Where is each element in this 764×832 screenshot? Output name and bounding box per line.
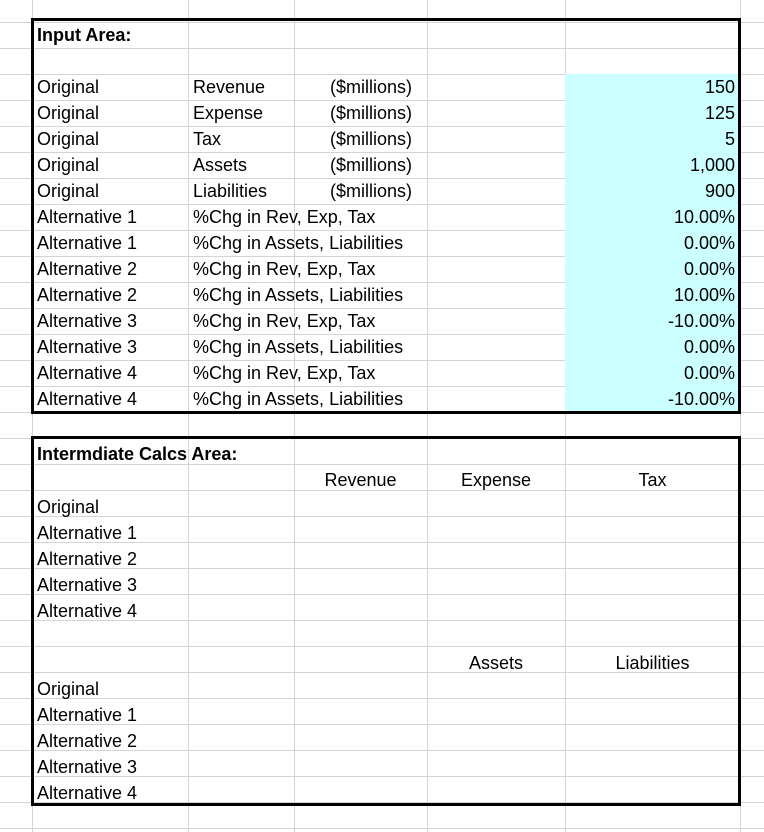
input-row-scenario[interactable]: Alternative 1 [37, 233, 138, 253]
input-row-scenario[interactable]: Original [37, 103, 100, 123]
input-row-scenario[interactable]: Original [37, 181, 100, 201]
input-row-unit[interactable]: ($millions) [330, 129, 413, 149]
input-row-item[interactable]: %Chg in Rev, Exp, Tax [193, 363, 376, 383]
input-row-item[interactable]: %Chg in Rev, Exp, Tax [193, 207, 376, 227]
input-row-item[interactable]: %Chg in Assets, Liabilities [193, 337, 404, 357]
input-value-cell[interactable]: 0.00% [683, 337, 735, 357]
input-row-scenario[interactable]: Original [37, 155, 100, 175]
input-value-cell[interactable]: 10.00% [673, 285, 735, 305]
input-row-item[interactable]: Liabilities [193, 181, 268, 201]
input-row-item[interactable]: %Chg in Assets, Liabilities [193, 285, 404, 305]
calc-row-scenario[interactable]: Alternative 3 [37, 575, 138, 595]
calc-row-scenario[interactable]: Alternative 4 [37, 783, 138, 803]
column-header-liabilities[interactable]: Liabilities [615, 653, 690, 673]
column-header-assets[interactable]: Assets [468, 653, 524, 673]
input-row-item[interactable]: Expense [193, 103, 264, 123]
input-value-cell[interactable]: -10.00% [667, 389, 735, 409]
input-row-scenario[interactable]: Original [37, 129, 100, 149]
input-value-cell[interactable]: 0.00% [683, 233, 735, 253]
calc-row-scenario[interactable]: Alternative 2 [37, 549, 138, 569]
input-row-scenario[interactable]: Alternative 2 [37, 259, 138, 279]
input-row-scenario[interactable]: Alternative 4 [37, 363, 138, 383]
calc-row-scenario[interactable]: Alternative 1 [37, 523, 138, 543]
input-row-unit[interactable]: ($millions) [330, 181, 413, 201]
input-row-scenario[interactable]: Alternative 3 [37, 337, 138, 357]
input-value-cell[interactable]: 0.00% [683, 259, 735, 279]
input-area-title: Input Area: [37, 25, 132, 45]
input-row-scenario[interactable]: Alternative 1 [37, 207, 138, 227]
calc-row-scenario[interactable]: Original [37, 679, 100, 699]
calc-row-scenario[interactable]: Alternative 3 [37, 757, 138, 777]
input-row-item[interactable]: %Chg in Assets, Liabilities [193, 389, 404, 409]
column-header-expense[interactable]: Expense [460, 470, 532, 490]
input-value-cell[interactable]: 125 [704, 103, 735, 123]
input-value-cell[interactable]: 5 [724, 129, 735, 149]
input-row-scenario[interactable]: Alternative 3 [37, 311, 138, 331]
input-value-cell[interactable]: 150 [704, 77, 735, 97]
input-row-item[interactable]: %Chg in Rev, Exp, Tax [193, 259, 376, 279]
calc-row-scenario[interactable]: Alternative 4 [37, 601, 138, 621]
input-row-unit[interactable]: ($millions) [330, 155, 413, 175]
column-header-tax[interactable]: Tax [638, 470, 667, 490]
input-value-cell[interactable]: 900 [704, 181, 735, 201]
calc-row-scenario[interactable]: Alternative 2 [37, 731, 138, 751]
input-value-cell[interactable]: 1,000 [689, 155, 735, 175]
column-header-revenue[interactable]: Revenue [324, 470, 397, 490]
input-value-cell[interactable]: 0.00% [683, 363, 735, 383]
input-row-item[interactable]: Tax [193, 129, 222, 149]
input-value-cell[interactable]: 10.00% [673, 207, 735, 227]
input-row-scenario[interactable]: Alternative 4 [37, 389, 138, 409]
input-row-item[interactable]: Assets [193, 155, 248, 175]
input-row-item[interactable]: Revenue [193, 77, 266, 97]
input-row-scenario[interactable]: Alternative 2 [37, 285, 138, 305]
input-row-scenario[interactable]: Original [37, 77, 100, 97]
calc-row-scenario[interactable]: Original [37, 497, 100, 517]
input-row-unit[interactable]: ($millions) [330, 103, 413, 123]
calc-row-scenario[interactable]: Alternative 1 [37, 705, 138, 725]
input-row-item[interactable]: %Chg in Assets, Liabilities [193, 233, 404, 253]
input-value-cell[interactable]: -10.00% [667, 311, 735, 331]
calcs-area-title: Intermdiate Calcs Area: [37, 444, 238, 464]
input-row-item[interactable]: %Chg in Rev, Exp, Tax [193, 311, 376, 331]
input-row-unit[interactable]: ($millions) [330, 77, 413, 97]
